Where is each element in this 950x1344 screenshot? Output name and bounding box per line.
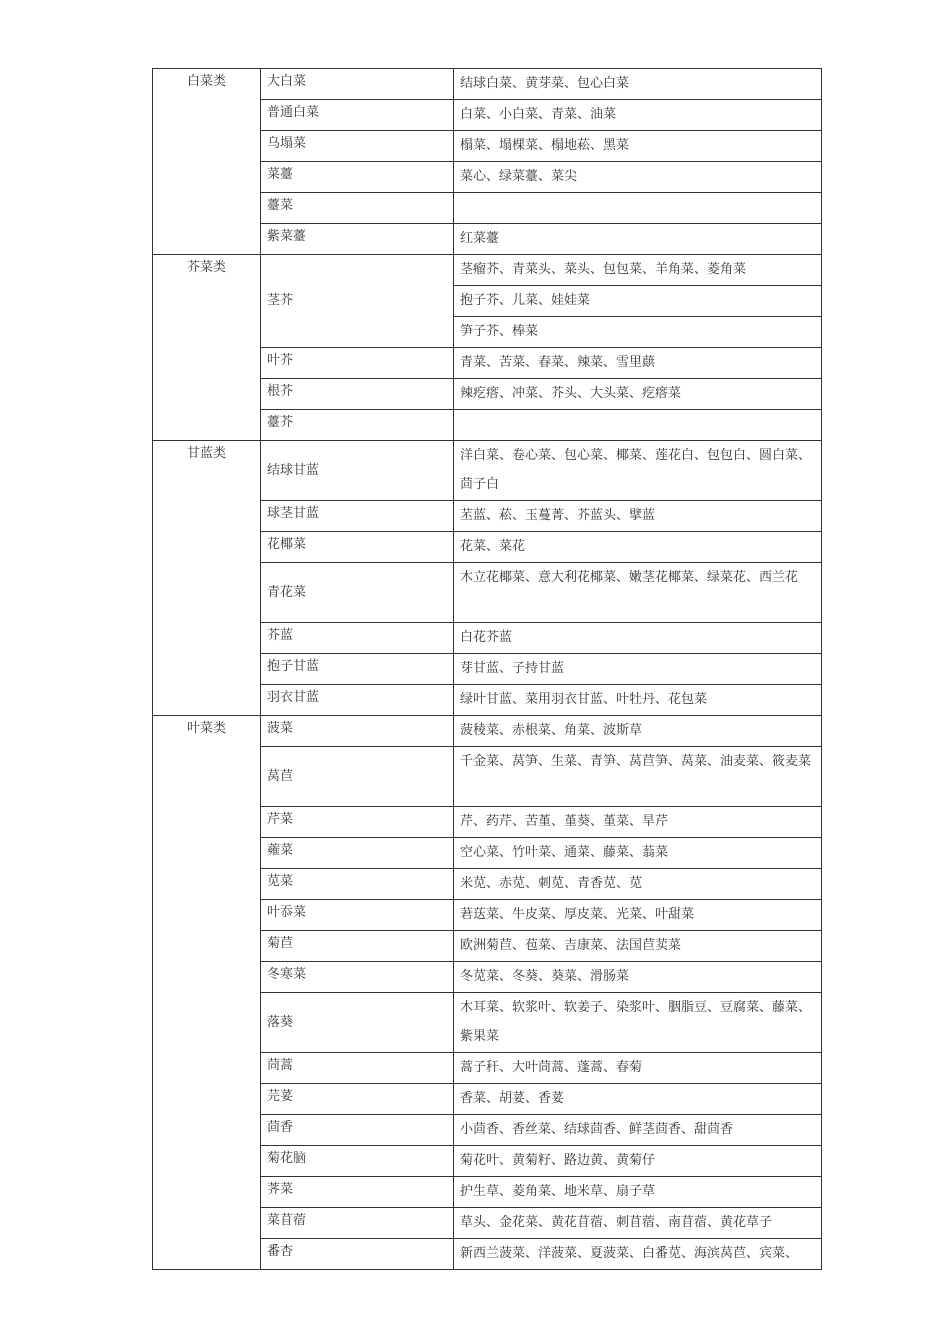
table-row	[153, 716, 822, 747]
alias-cell	[454, 900, 822, 931]
alias-text: 榻菜、塌棵菜、榻地菘、黑菜	[460, 138, 630, 153]
alias-text: 抱子芥、儿菜、娃娃菜	[454, 286, 821, 317]
vegetable-name-cell: 荠菜	[261, 1177, 454, 1208]
vegetable-name-cell: 菜薹	[261, 162, 454, 193]
alias-cell	[454, 1239, 822, 1270]
category-cell: 芥菜类	[153, 255, 261, 441]
alias-cell	[454, 931, 822, 962]
alias-cell	[454, 131, 822, 162]
alias-cell	[454, 838, 822, 869]
vegetable-name-cell: 球茎甘蓝	[261, 501, 454, 532]
alias-text: 结球白菜、黄芽菜、包心白菜	[460, 76, 630, 91]
alias-text: 欧洲菊苣、苞菜、吉康菜、法国苣荬菜	[460, 938, 682, 953]
alias-cell	[454, 1084, 822, 1115]
vegetable-name-cell: 根芥	[261, 379, 454, 410]
vegetable-name-cell: 普通白菜	[261, 100, 454, 131]
alias-cell	[454, 69, 822, 100]
alias-text: 小茴香、香丝菜、结球茴香、鲜茎茴香、甜茴香	[460, 1122, 734, 1137]
category-cell: 白菜类	[153, 69, 261, 255]
alias-cell	[454, 224, 822, 255]
alias-text: 茎瘤芥、青菜头、菜头、包包菜、羊角菜、菱角菜	[454, 255, 821, 286]
alias-cell	[454, 162, 822, 193]
table-row	[153, 69, 822, 100]
alias-cell	[454, 193, 822, 224]
vegetable-name-cell: 结球甘蓝	[261, 441, 454, 501]
alias-text: 笋子芥、棒菜	[460, 324, 539, 339]
vegetable-name-cell: 羽衣甘蓝	[261, 685, 454, 716]
alias-text: 护生草、菱角菜、地米草、扇子草	[460, 1184, 656, 1199]
alias-cell	[454, 1053, 822, 1084]
alias-cell	[454, 100, 822, 131]
alias-cell	[454, 441, 822, 501]
category-cell: 叶菜类	[153, 716, 261, 1270]
alias-text: 新西兰菠菜、洋菠菜、夏菠菜、白番苋、海滨莴苣、宾菜、	[460, 1246, 799, 1261]
vegetable-name-cell: 叶芥	[261, 348, 454, 379]
alias-text: 芽甘蓝、子持甘蓝	[460, 661, 565, 676]
alias-cell	[454, 962, 822, 993]
vegetable-name-cell: 茴香	[261, 1115, 454, 1146]
alias-text: 芹、药芹、苦堇、堇葵、堇菜、旱芹	[460, 814, 669, 829]
vegetable-name-cell: 大白菜	[261, 69, 454, 100]
alias-text: 千金菜、莴笋、生菜、青笋、莴苣笋、莴菜、油麦菜、筱麦菜	[460, 754, 812, 769]
alias-cell	[454, 410, 822, 441]
table-row	[153, 255, 822, 348]
alias-cell	[454, 716, 822, 747]
vegetable-name-cell: 冬寒菜	[261, 962, 454, 993]
vegetable-name-cell: 乌塌菜	[261, 131, 454, 162]
alias-cell	[454, 348, 822, 379]
vegetable-name-cell: 紫菜薹	[261, 224, 454, 255]
alias-text: 蒿子秆、大叶茼蒿、蓬蒿、春菊	[460, 1060, 643, 1075]
table-row	[153, 441, 822, 501]
alias-text: 空心菜、竹叶菜、通菜、藤菜、蓊菜	[460, 845, 669, 860]
alias-cell	[454, 1115, 822, 1146]
alias-text: 绿叶甘蓝、菜用羽衣甘蓝、叶牡丹、花包菜	[460, 692, 708, 707]
alias-text: 香菜、胡荽、香荽	[460, 1091, 565, 1106]
alias-text: 苤蓝、菘、玉蔓菁、芥蓝头、擘蓝	[460, 508, 656, 523]
alias-cell	[454, 747, 822, 807]
alias-text: 白菜、小白菜、青菜、油菜	[460, 107, 617, 122]
vegetable-name-cell: 叶忝菜	[261, 900, 454, 931]
alias-cell	[454, 869, 822, 900]
alias-text: 木耳菜、软浆叶、软姜子、染浆叶、胭脂豆、豆腐菜、藤菜、紫果菜	[460, 1000, 812, 1044]
vegetable-name-cell: 莴苣	[261, 747, 454, 807]
vegetable-name-cell: 茼蒿	[261, 1053, 454, 1084]
vegetable-name-cell: 花椰菜	[261, 532, 454, 563]
vegetable-name-cell: 苋菜	[261, 869, 454, 900]
vegetable-classification-table	[152, 68, 822, 1270]
alias-text: 莙荙菜、牛皮菜、厚皮菜、光菜、叶甜菜	[460, 907, 695, 922]
alias-cell	[454, 255, 822, 348]
alias-cell	[454, 1208, 822, 1239]
vegetable-name-cell: 菜苜蓿	[261, 1208, 454, 1239]
alias-cell	[454, 563, 822, 623]
vegetable-name-cell: 番杏	[261, 1239, 454, 1270]
alias-cell	[454, 1177, 822, 1208]
alias-text: 菊花叶、黄菊籽、路边黄、黄菊仔	[460, 1153, 656, 1168]
alias-text: 白花芥蓝	[460, 630, 513, 645]
alias-text: 辣疙瘩、冲菜、芥头、大头菜、疙瘩菜	[460, 386, 682, 401]
alias-text: 米苋、赤苋、刺苋、青香苋、苋	[460, 876, 643, 891]
vegetable-name-cell: 落葵	[261, 993, 454, 1053]
vegetable-name-cell: 芹菜	[261, 807, 454, 838]
alias-cell	[454, 379, 822, 410]
alias-text: 菜心、绿菜薹、菜尖	[460, 169, 578, 184]
alias-text: 草头、金花菜、黄花苜蓿、刺苜蓿、南苜蓿、黄花草子	[460, 1215, 773, 1230]
vegetable-name-cell: 蕹菜	[261, 838, 454, 869]
alias-cell	[454, 532, 822, 563]
alias-cell	[454, 623, 822, 654]
alias-text: 冬苋菜、冬葵、葵菜、滑肠菜	[460, 969, 630, 984]
alias-cell	[454, 501, 822, 532]
vegetable-name-cell: 菊花脑	[261, 1146, 454, 1177]
alias-text: 红菜薹	[460, 231, 500, 246]
alias-cell	[454, 685, 822, 716]
vegetable-name-cell: 薹菜	[261, 193, 454, 224]
vegetable-name-cell: 菠菜	[261, 716, 454, 747]
alias-cell	[454, 807, 822, 838]
alias-cell	[454, 993, 822, 1053]
vegetable-name-cell: 薹芥	[261, 410, 454, 441]
alias-cell	[454, 654, 822, 685]
alias-text: 花菜、菜花	[460, 539, 526, 554]
vegetable-name-cell: 菊苣	[261, 931, 454, 962]
alias-cell	[454, 1146, 822, 1177]
vegetable-name-cell: 茎芥	[261, 255, 454, 348]
vegetable-name-cell: 抱子甘蓝	[261, 654, 454, 685]
alias-text: 洋白菜、卷心菜、包心菜、椰菜、莲花白、包包白、圆白菜、茴子白	[460, 448, 812, 492]
alias-text: 木立花椰菜、意大利花椰菜、嫩茎花椰菜、绿菜花、西兰花	[460, 570, 799, 585]
alias-text: 青菜、苦菜、春菜、辣菜、雪里蕻	[460, 355, 656, 370]
vegetable-name-cell: 青花菜	[261, 563, 454, 623]
vegetable-name-cell: 芫荽	[261, 1084, 454, 1115]
alias-text: 菠稜菜、赤根菜、角菜、波斯草	[460, 723, 643, 738]
vegetable-name-cell: 芥蓝	[261, 623, 454, 654]
category-cell: 甘蓝类	[153, 441, 261, 716]
